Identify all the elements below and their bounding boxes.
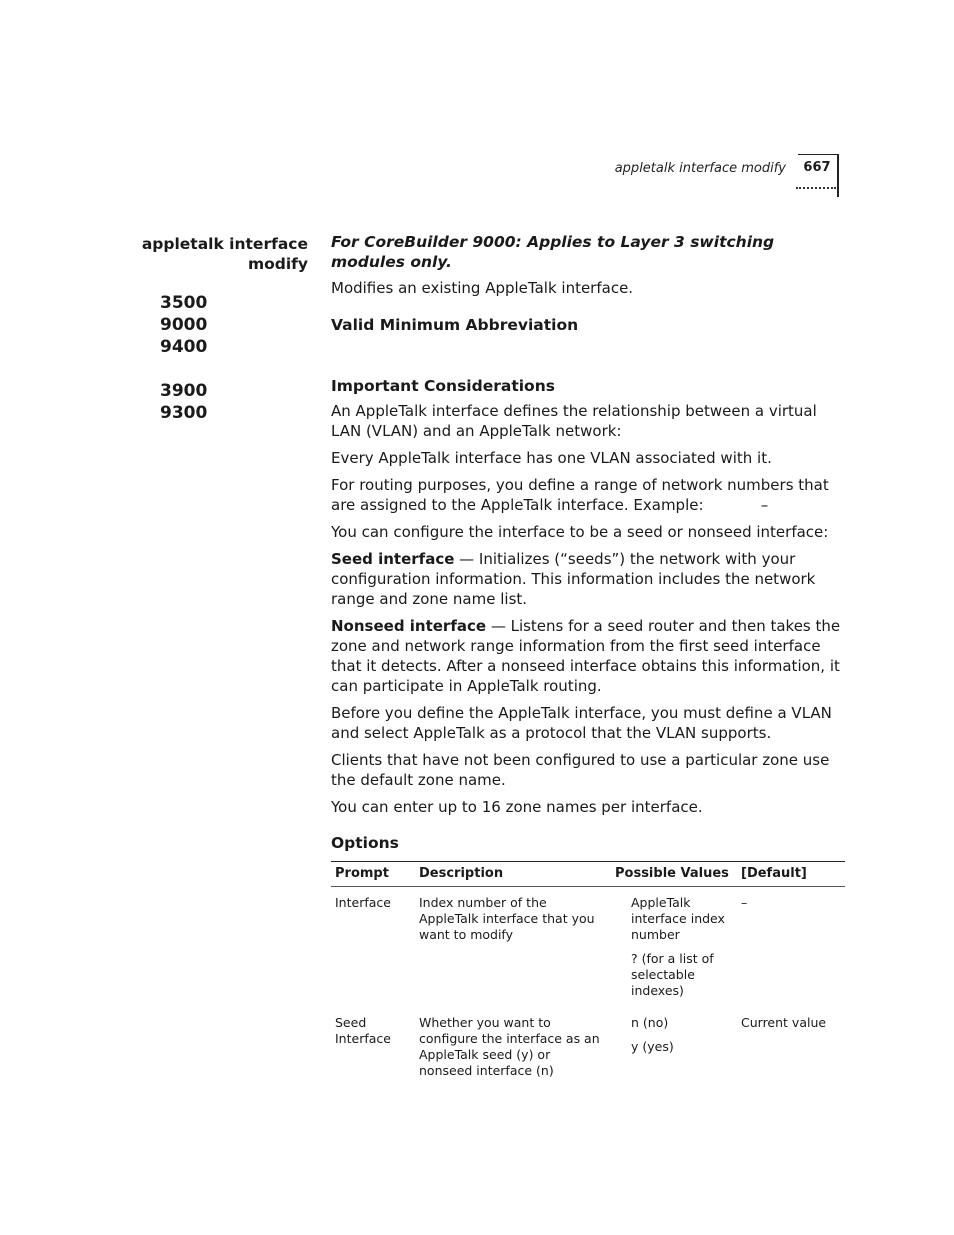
platform-label: 9300 (160, 403, 208, 423)
table-row (331, 887, 845, 1008)
cell-values (611, 887, 737, 1008)
considerations-paragraph: You can configure the interface to be a seed or nonseed interface: (331, 523, 829, 541)
possible-value: y (yes) (631, 1039, 674, 1054)
nonseed-interface-text: — Listens for a seed router and then takes the zone and network range information from the first seed interface that it detects. After a nonseed interface obtains this information, it can participate in AppleTalk routing. (331, 617, 841, 695)
header-rule-vertical (837, 154, 839, 197)
section-heading-abbreviation: Valid Minimum Abbreviation (331, 316, 579, 334)
main-content (331, 232, 846, 1079)
header-rule-top (798, 154, 838, 155)
table-header-row (331, 862, 845, 887)
possible-value: ? (for a list of selectable indexes) (631, 951, 714, 998)
cell-default: Current value (741, 1015, 827, 1030)
platform-label: 3900 (160, 381, 208, 401)
seed-interface-term: Seed interface (331, 550, 455, 568)
section-heading-options: Options (331, 834, 399, 852)
nonseed-interface-item (331, 616, 846, 696)
considerations-paragraph: Clients that have not been configured to use a particular zone use the default zone name. (331, 751, 830, 789)
seed-interface-item (331, 549, 846, 609)
column-header-values: Possible Values (611, 862, 737, 887)
possible-value: AppleTalk interface index number (631, 895, 725, 942)
considerations-paragraph: An AppleTalk interface defines the relationship between a virtual LAN (VLAN) and an AppleTalk network: (331, 402, 817, 440)
cell-default: – (741, 895, 748, 910)
cell-prompt: Interface (335, 895, 391, 910)
cell-description: Index number of the AppleTalk interface that you want to modify (419, 895, 595, 942)
considerations-bullet: Every AppleTalk interface has one VLAN associated with it. (331, 449, 772, 467)
platform-label: 9400 (160, 337, 208, 357)
cell-prompt: Seed Interface (335, 1015, 391, 1046)
header-dotted-rule (796, 183, 836, 189)
column-header-default: [Default] (737, 862, 845, 887)
cell-description: Whether you want to configure the interface as an AppleTalk seed (y) or nonseed interface (n) (419, 1015, 600, 1078)
seed-interface-text: — Initializes (“seeds”) the network with your configuration information. This information includes the network range and zone name list. (331, 550, 816, 608)
section-heading-considerations: Important Considerations (331, 377, 555, 395)
table-row (331, 1007, 845, 1079)
applies-note: For CoreBuilder 9000: Applies to Layer 3 switching modules only. (331, 233, 775, 271)
cell-values (611, 1007, 737, 1079)
options-table (331, 861, 845, 1079)
column-header-prompt: Prompt (331, 862, 415, 887)
nonseed-interface-term: Nonseed interface (331, 617, 487, 635)
command-name: appletalk interface modify (141, 235, 308, 273)
running-header-title: appletalk interface modify (614, 161, 786, 176)
considerations-paragraph: You can enter up to 16 zone names per interface. (331, 798, 703, 816)
considerations-bullet: For routing purposes, you define a range of network numbers that are assigned to the AppleTalk interface. Example: – (331, 476, 834, 514)
column-header-description: Description (415, 862, 611, 887)
platform-label: 3500 (160, 293, 208, 313)
considerations-paragraph: Before you define the AppleTalk interface, you must define a VLAN and select AppleTalk as a protocol that the VLAN supports. (331, 704, 832, 742)
command-description: Modifies an existing AppleTalk interface. (331, 279, 634, 297)
platform-label: 9000 (160, 315, 208, 335)
platform-list (160, 292, 207, 424)
possible-value: n (no) (631, 1015, 669, 1030)
page-number: 667 (803, 160, 831, 175)
